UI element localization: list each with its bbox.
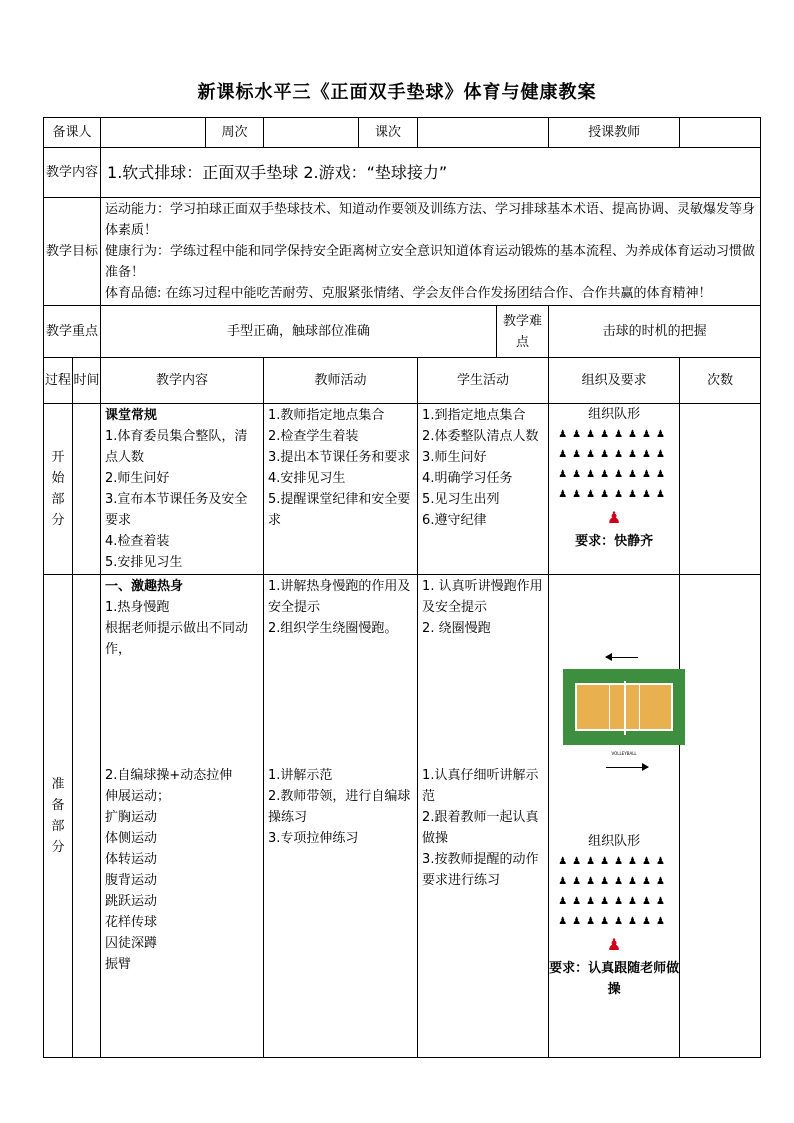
key-point-label: 教学重点 <box>44 306 101 358</box>
list-item: 1.教师指定地点集合 <box>268 408 385 423</box>
col-student: 学生活动 <box>418 358 549 404</box>
col-process: 过程 <box>44 358 73 404</box>
court-playing-area <box>575 683 673 731</box>
col-time: 时间 <box>73 358 101 404</box>
org-requirement: 要求：认真跟随老师做操 <box>549 961 680 997</box>
start-student <box>418 404 549 575</box>
key-point-text: 手型正确，触球部位准确 <box>101 306 497 358</box>
court-icon <box>563 669 685 745</box>
list-item: 1.热身慢跑 <box>105 600 170 615</box>
start-teacher <box>264 404 418 575</box>
list-item: 体侧运动 <box>105 831 158 846</box>
list-item: 3.按教师提醒的动作要求进行练习 <box>422 852 539 888</box>
formation-icon: ♟♟♟♟♟♟♟♟ ♟♟♟♟♟♟♟♟ ♟♟♟♟♟♟♟♟ ♟♟♟♟♟♟♟♟ <box>558 429 670 500</box>
prep-content-heading: 一、激趣热身 <box>105 579 184 594</box>
list-item: 3.师生问好 <box>422 450 487 465</box>
court-line <box>609 685 610 729</box>
list-item: 腹背运动 <box>105 873 158 888</box>
teaching-goals-label: 教学目标 <box>44 198 101 306</box>
list-item: 2.组织学生绕圈慢跑。 <box>268 621 398 636</box>
list-item: 1. 认真听讲慢跑作用及安全提示 <box>422 579 543 615</box>
start-org <box>549 404 680 575</box>
list-item: 扩胸运动 <box>105 810 158 825</box>
list-item: 囚徒深蹲 <box>105 936 158 951</box>
prep-student <box>418 575 549 1058</box>
teacher-icon: ♟ <box>606 935 622 954</box>
list-item: 3.提出本节课任务和要求 <box>268 450 411 465</box>
section-start-label: 开始部分 <box>44 404 73 575</box>
prep-content <box>101 575 264 1058</box>
volleyball-court-diagram <box>549 635 679 785</box>
list-item: 振臂 <box>105 957 132 972</box>
prep-count <box>680 575 761 1058</box>
section-prep-label: 准备部分 <box>44 575 73 1058</box>
court-line <box>639 685 640 729</box>
goal-health: 健康行为：学练过程中能和同学保持安全距离树立安全意识知道体育运动锻炼的基本流程、为养成体育运动习惯做准备！ <box>105 244 756 280</box>
arrow-left-icon <box>606 657 638 658</box>
list-item: 3.宣布本节课任务及安全要求 <box>105 492 248 528</box>
list-item: 4.安排见习生 <box>268 471 346 486</box>
goal-motor: 运动能力：学习拍球正面双手垫球技术、知道动作要领及训练方法、学习排球基本术语、提高协调、灵敏爆发等身体素质！ <box>105 202 756 238</box>
difficulty-label: 教学难点 <box>497 306 549 358</box>
instructor-value[interactable] <box>680 118 761 148</box>
list-item: 2.跟着教师一起认真做操 <box>422 810 539 846</box>
col-org: 组织及要求 <box>549 358 680 404</box>
list-item: 5.安排见习生 <box>105 555 183 570</box>
teaching-content-text: 1.软式排球：正面双手垫球 2.游戏：“垫球接力” <box>101 148 761 198</box>
list-item: 跳跃运动 <box>105 894 158 909</box>
section-prep-time <box>73 575 101 1058</box>
list-item: 1.讲解示范 <box>268 768 333 783</box>
instructor-label: 授课教师 <box>549 118 680 148</box>
col-content: 教学内容 <box>101 358 264 404</box>
lesson-plan-table <box>43 117 761 1058</box>
court-net <box>624 681 626 735</box>
page-title: 新课标水平三《正面双手垫球》体育与健康教案 <box>197 82 597 103</box>
list-item: 2. 绕圈慢跑 <box>422 621 491 636</box>
list-item: 1.体育委员集合整队，清点人数 <box>105 429 248 465</box>
difficulty-text: 击球的时机的把握 <box>549 306 761 358</box>
list-item: 根据老师提示做出不同动作， <box>105 621 249 657</box>
org-title: 组织队形 <box>588 407 641 422</box>
list-item: 2.师生问好 <box>105 471 170 486</box>
list-item: 花样传球 <box>105 915 158 930</box>
org-title: 组织队形 <box>588 834 641 849</box>
list-item: 3.专项拉伸练习 <box>268 831 359 846</box>
prep-teacher <box>264 575 418 1058</box>
list-item: 伸展运动； <box>105 789 171 804</box>
list-item: 1.讲解热身慢跑的作用及安全提示 <box>268 579 411 615</box>
prep-org <box>549 575 680 1058</box>
lesson-label: 课次 <box>359 118 418 148</box>
col-count: 次数 <box>680 358 761 404</box>
start-count <box>680 404 761 575</box>
arrow-right-icon <box>606 767 648 768</box>
start-content <box>101 404 264 575</box>
list-item: 6.遵守纪律 <box>422 513 487 528</box>
list-item: 2.体委整队清点人数 <box>422 429 539 444</box>
col-teacher: 教师活动 <box>264 358 418 404</box>
list-item: 2.自编球操+动态拉伸 <box>105 768 233 783</box>
list-item: 5.见习生出列 <box>422 492 500 507</box>
prep-teacher-label: 备课人 <box>44 118 101 148</box>
start-content-heading: 课堂常规 <box>105 408 158 423</box>
teaching-content-label: 教学内容 <box>44 148 101 198</box>
goal-morality: 体育品德: 在练习过程中能吃苦耐劳、克服紧张情绪、学会友伴合作发扬团结合作、合作共赢的体育精神！ <box>105 286 712 301</box>
week-label: 周次 <box>206 118 264 148</box>
list-item: 4.明确学习任务 <box>422 471 513 486</box>
section-start-time <box>73 404 101 575</box>
list-item: 5.提醒课堂纪律和安全要求 <box>268 492 411 528</box>
teaching-goals <box>101 198 761 306</box>
list-item: 2.检查学生着装 <box>268 429 359 444</box>
org-requirement: 要求：快静齐 <box>575 534 654 549</box>
list-item: 1.认真仔细听讲解示范 <box>422 768 539 804</box>
list-item: 4.检查着装 <box>105 534 170 549</box>
teacher-icon: ♟ <box>606 508 622 527</box>
court-label: VOLLEYBALL <box>611 751 637 756</box>
formation-icon: ♟♟♟♟♟♟♟♟ ♟♟♟♟♟♟♟♟ ♟♟♟♟♟♟♟♟ ♟♟♟♟♟♟♟♟ <box>558 856 670 927</box>
week-value[interactable] <box>264 118 359 148</box>
list-item: 1.到指定地点集合 <box>422 408 526 423</box>
list-item: 体转运动 <box>105 852 158 867</box>
prep-teacher-value[interactable] <box>101 118 206 148</box>
list-item: 2.教师带领，进行自编球操练习 <box>268 789 411 825</box>
lesson-value[interactable] <box>418 118 549 148</box>
